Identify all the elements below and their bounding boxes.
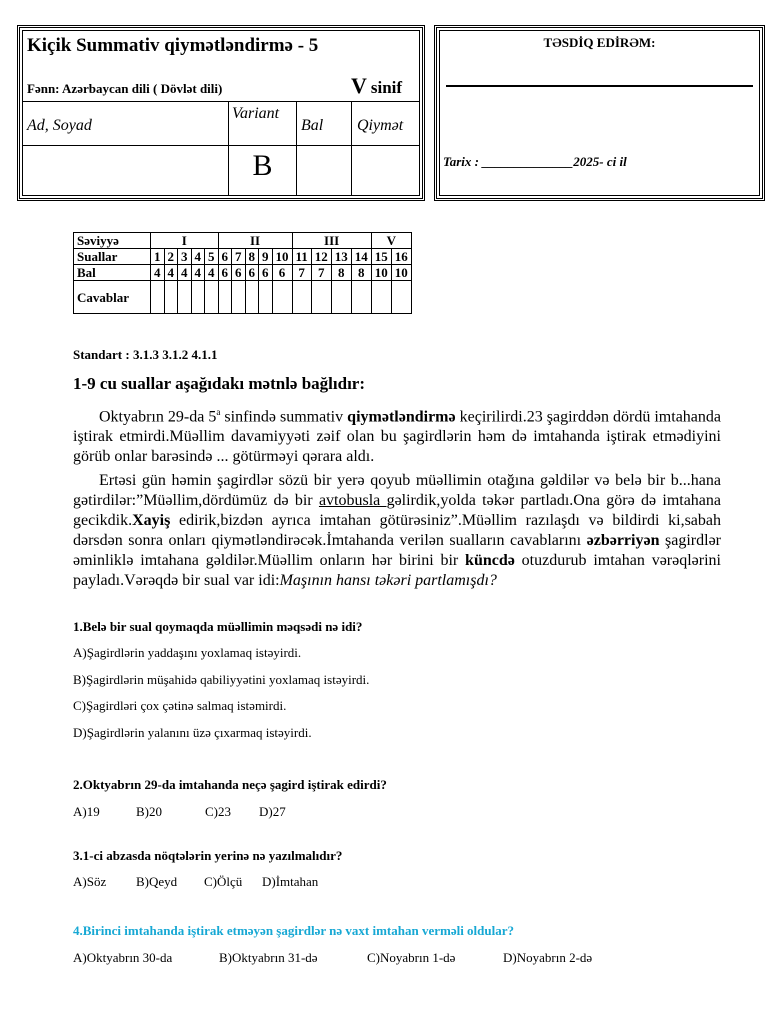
answer-cell[interactable] [311, 281, 331, 314]
table-row-answers [74, 281, 412, 314]
variant-column-label: Variant [232, 105, 280, 122]
question-number-cell: 1 [151, 249, 165, 265]
answer-cell[interactable] [331, 281, 351, 314]
grade-column-label: Qiymət [357, 117, 404, 134]
question-number-cell: 10 [272, 249, 292, 265]
points-cell: 6 [232, 265, 246, 281]
q4-option-c[interactable]: C)Noyabrın 1-də [367, 950, 456, 965]
points-cell: 6 [259, 265, 273, 281]
row-label: Cavablar [74, 281, 151, 314]
paragraph-1: Oktyabrın 29-da 5$^a$ sinfində summativ qiymətləndirmə keçirilirdi.23 şagirddən dördü imtahanda iştirak etmirdi.Müəllim davamiyyəti zəif olan bu şagirdlərin həm də imtahanda iştirak etmədiyini görüb onlar barəsində ... götürməyi qərara aldı. [73, 407, 722, 466]
points-cell: 6 [245, 265, 259, 281]
table-row-questions [74, 249, 412, 265]
answer-cell[interactable] [164, 281, 178, 314]
answer-cell[interactable] [259, 281, 273, 314]
grade-label [351, 73, 402, 99]
points-cell: 4 [151, 265, 165, 281]
points-cell: 10 [391, 265, 411, 281]
name-field[interactable] [24, 146, 227, 196]
q2-option-b[interactable]: B)20 [136, 804, 162, 819]
answer-cell[interactable] [292, 281, 311, 314]
q2-option-c[interactable]: C)23 [205, 804, 231, 819]
grade-word: sinif [370, 78, 403, 97]
signature-line [446, 85, 753, 87]
question-number-cell: 6 [218, 249, 232, 265]
paragraph-2: Ertəsi gün həmin şagirdlər sözü bir yerə qoyub müəllimin otağına gəldilər və belə bir b...hana gətirdilər:”Müəllim,dördümüz də bir avtobusla gəlirdik,yolda təkər partladı.Ona görə də imtahana gecikdik.Xayiş edirik,bizdən ayrıca imtahan götürəsiniz”.Müəllim razılaşdı və bildirdi ki,sabah dərsdən sonra onları qiymətləndirəcək.İmtahanda verilən sualların cavablarını əzbərriyən şagirdlər əminliklə imtahana gəldilər.Müəllim onların hər birini bir küncdə otuzdurub imtahan vərəqlərini payladı.Vərəqdə bir sual var idi:Maşının hansı təkəri partlamışdı? [73, 472, 722, 589]
grade-field[interactable] [352, 146, 420, 196]
question-number-cell: 2 [164, 249, 178, 265]
subject-label: Fənn: Azərbaycan dili ( Dövlət dili) [27, 81, 223, 96]
score-table [73, 232, 412, 314]
score-column-label: Bal [301, 117, 324, 134]
points-cell: 6 [272, 265, 292, 281]
table-row-levels [74, 233, 412, 249]
answer-cell[interactable] [391, 281, 411, 314]
q3-option-a[interactable]: A)Söz [73, 874, 107, 889]
points-cell: 4 [205, 265, 219, 281]
answer-cell[interactable] [272, 281, 292, 314]
points-cell: 10 [371, 265, 391, 281]
answer-cell[interactable] [351, 281, 371, 314]
level-cell: V [371, 233, 411, 249]
answer-cell[interactable] [205, 281, 219, 314]
answer-cell[interactable] [191, 281, 205, 314]
answer-cell[interactable] [151, 281, 165, 314]
answer-cell[interactable] [178, 281, 192, 314]
points-cell: 4 [178, 265, 192, 281]
question-number-cell: 8 [245, 249, 259, 265]
answer-cell[interactable] [218, 281, 232, 314]
answer-cell[interactable] [245, 281, 259, 314]
level-cell: I [151, 233, 219, 249]
q4-option-b[interactable]: B)Oktyabrın 31-də [219, 950, 318, 965]
question-number-cell: 9 [259, 249, 273, 265]
q2-option-a[interactable]: A)19 [73, 804, 100, 819]
level-cell: III [292, 233, 371, 249]
question-number-cell: 16 [391, 249, 411, 265]
grade-number: V [351, 73, 367, 98]
q4-option-d[interactable]: D)Noyabrın 2-də [503, 950, 593, 965]
question-number-cell: 7 [232, 249, 246, 265]
points-cell: 4 [191, 265, 205, 281]
answer-cell[interactable] [232, 281, 246, 314]
q3-option-b[interactable]: B)Qeyd [136, 874, 178, 889]
question-number-cell: 11 [292, 249, 311, 265]
q1-option-b[interactable]: B)Şagirdlərin müşahidə qabiliyyətini yoxlamaq istəyirdi. [73, 672, 370, 687]
points-cell: 4 [164, 265, 178, 281]
q2-option-d[interactable]: D)27 [259, 804, 286, 819]
variant-value: B [252, 149, 273, 182]
name-column-label: Ad, Soyad [27, 117, 92, 134]
level-cell: II [218, 233, 292, 249]
score-field[interactable] [297, 146, 350, 196]
standard-line: Standart : 3.1.3 3.1.2 4.1.1 [73, 347, 218, 362]
question-4: 4.Birinci imtahanda iştirak etməyən şagirdlər nə vaxt imtahan verməli oldular? [73, 923, 515, 938]
q3-option-d[interactable]: D)İmtahan [262, 874, 319, 889]
row-label: Bal [74, 265, 151, 281]
question-2: 2.Oktyabrın 29-da imtahanda neçə şagird iştirak edirdi? [73, 777, 387, 792]
question-3: 3.1-ci abzasda nöqtələrin yerinə nə yazılmalıdır? [73, 848, 343, 863]
table-row-points [74, 265, 412, 281]
test-title: Kiçik Summativ qiymətləndirmə - 5 [27, 35, 319, 56]
row-label: Suallar [74, 249, 151, 265]
header-info-box [17, 25, 425, 201]
question-number-cell: 3 [178, 249, 192, 265]
points-cell: 7 [292, 265, 311, 281]
q1-option-a[interactable]: A)Şagirdlərin yaddaşını yoxlamaq istəyirdi. [73, 645, 302, 660]
q3-option-c[interactable]: C)Ölçü [204, 874, 243, 889]
question-number-cell: 5 [205, 249, 219, 265]
answer-cell[interactable] [371, 281, 391, 314]
points-cell: 6 [218, 265, 232, 281]
question-number-cell: 14 [351, 249, 371, 265]
date-line: Tarix : ______________2025- ci il [443, 154, 627, 169]
question-number-cell: 13 [331, 249, 351, 265]
question-1: 1.Belə bir sual qoymaqda müəllimin məqsədi nə idi? [73, 619, 363, 634]
row-label: Səviyyə [74, 233, 151, 249]
points-cell: 8 [351, 265, 371, 281]
question-number-cell: 12 [311, 249, 331, 265]
approval-box [434, 25, 765, 201]
section-intro: 1-9 cu suallar aşağıdakı mətnlə bağlıdır: [73, 374, 366, 393]
points-cell: 8 [331, 265, 351, 281]
q4-option-a[interactable]: A)Oktyabrın 30-da [73, 950, 173, 965]
question-number-cell: 15 [371, 249, 391, 265]
q1-option-c[interactable]: C)Şagirdləri çox çətinə salmaq istəmirdi. [73, 698, 287, 713]
approval-title: TƏSDİQ EDİRƏM: [543, 35, 656, 50]
question-number-cell: 4 [191, 249, 205, 265]
points-cell: 7 [311, 265, 331, 281]
q1-option-d[interactable]: D)Şagirdlərin yalanını üzə çıxarmaq istəyirdi. [73, 725, 312, 740]
